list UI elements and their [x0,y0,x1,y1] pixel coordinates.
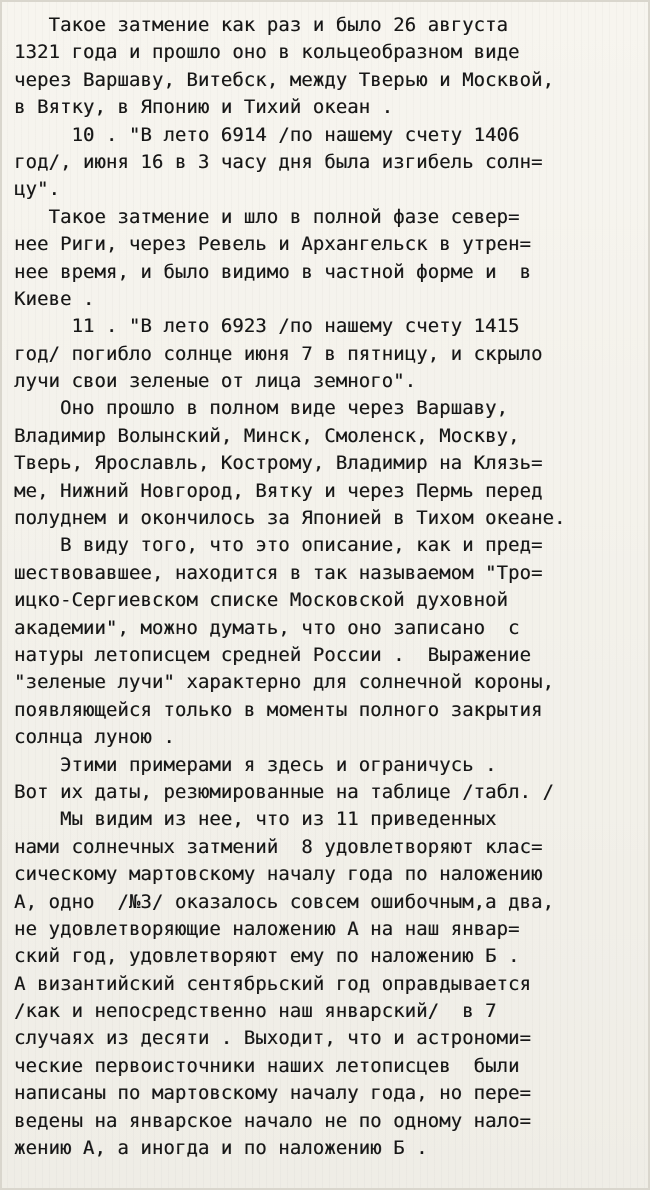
text-line: А византийский сентябрьский год оправдывается [14,972,532,995]
text-line: шествовавшее, находится в так называемом "Тро= [14,561,543,584]
text-line: цу". [14,178,60,201]
text-line: В виду того, что это описание, как и пред= [14,534,543,557]
text-line: солнца луною . [14,726,175,749]
text-line: в Вятку, в Японию и Тихий океан . [14,96,394,119]
text-line: 10 . "В лето 6914 /по нашему счету 1406 [14,123,520,146]
text-line: ицко-Сергиевском списке Московской духовной [14,589,509,612]
text-line: нее Риги, через Ревель и Архангельск в утрен= [14,233,532,256]
text-line: полуднем и окончилось за Японией в Тихом океане. [14,507,566,530]
document-body [14,12,640,1162]
text-line: Оно прошло в полном виде через Варшаву, [14,397,509,420]
text-line: 1321 года и прошло оно в кольцеобразном виде [14,41,520,64]
text-line: Мы видим из нее, что из 11 приведенных [14,808,497,831]
text-line: ведены на январское начало не по одному нало= [14,1109,532,1132]
text-line: ский год, удовлетворяют ему по наложению Б . [14,945,520,968]
text-line: Тверь, Ярославль, Кострому, Владимир на Клязь= [14,452,543,475]
text-line: Такое затмение как раз и было 26 августа [14,14,509,36]
text-line: сическому мартовскому началу года по наложению [14,863,543,886]
text-line: Киеве . [14,287,95,310]
text-line: ме, Нижний Новгород, Вятку и через Пермь перед [14,479,543,502]
text-line: нами солнечных затмений 8 удовлетворяют клас= [14,835,543,858]
text-line: написаны по мартовскому началу года, но пере= [14,1082,532,1105]
text-line: А, одно /№3/ оказалось совсем ошибочным,а два, [14,890,554,913]
text-line: нее время, и было видимо в частной форме и в [14,260,532,283]
text-line: 11 . "В лето 6923 /по нашему счету 1415 [14,315,520,338]
text-line: ческие первоисточники наших летописцев были [14,1054,520,1077]
text-line: Этими примерами я здесь и ограничусь . [14,753,497,776]
text-line: жению А, а иногда и по наложению Б . [14,1137,428,1160]
text-line: /как и непосредственно наш январский/ в 7 [14,1000,497,1023]
text-line: академии", можно думать, что оно записано с [14,616,520,639]
text-line: "зеленые лучи" характерно для солнечной короны, [14,671,554,694]
text-line: не удовлетворяющие наложению А на наш январ= [14,917,520,940]
text-line: Владимир Волынский, Минск, Смоленск, Москву, [14,424,520,447]
text-line: Такое затмение и шло в полной фазе север= [14,205,520,228]
text-line: лучи свои зеленые от лица земного". [14,370,417,393]
text-line: через Варшаву, Витебск, между Тверью и Москвой, [14,68,554,91]
text-line: год/, июня 16 в 3 часу дня была изгибель солн= [14,150,543,173]
text-line: Вот их даты, резюмированные на таблице /табл. / [14,780,554,803]
text-line: появляющейся только в моменты полного закрытия [14,698,543,721]
text-line: год/ погибло солнце июня 7 в пятницу, и скрыло [14,342,543,365]
text-line: случаях из десяти . Выходит, что и астрономи= [14,1027,532,1050]
text-line: натуры летописцем средней России . Выражение [14,643,532,666]
